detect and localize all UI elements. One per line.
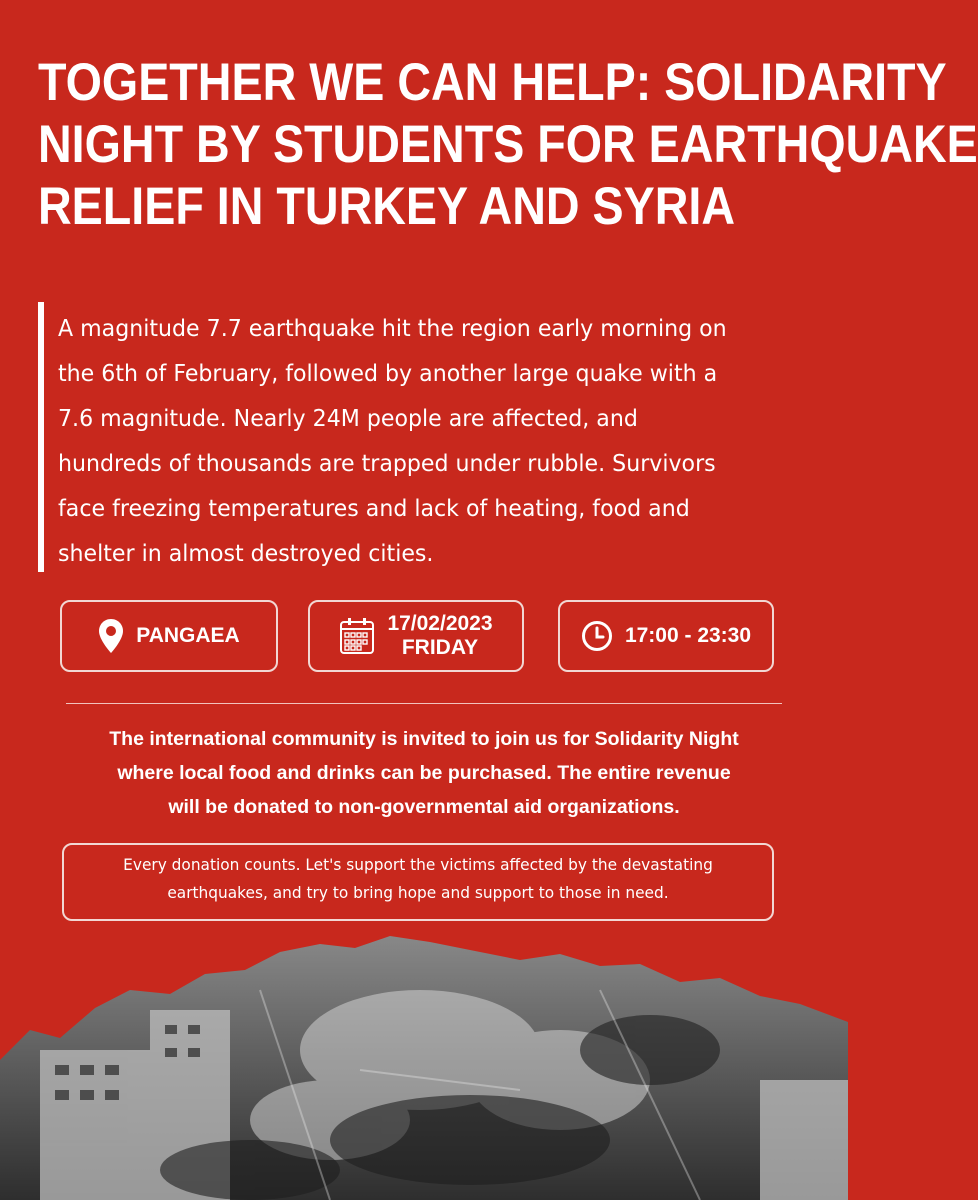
donation-line: Every donation counts. Let's support the victims affected by the devastating bbox=[123, 855, 713, 874]
map-pin-icon bbox=[98, 618, 124, 654]
intro-line: face freezing temperatures and lack of heating, food and bbox=[58, 494, 690, 522]
clock-icon bbox=[581, 620, 613, 652]
title-line: NIGHT BY STUDENTS FOR EARTHQUAKE bbox=[38, 115, 978, 174]
intro-line: A magnitude 7.7 earthquake hit the region early morning on bbox=[58, 314, 727, 342]
invite-line: The international community is invited to join us for Solidarity Night bbox=[109, 728, 739, 750]
intro-line: hundreds of thousands are trapped under rubble. Survivors bbox=[58, 449, 716, 477]
earthquake-photo bbox=[0, 930, 848, 1200]
donation-line: earthquakes, and try to bring hope and support to those in need. bbox=[167, 883, 669, 902]
location-label: PANGAEA bbox=[136, 624, 240, 647]
date-box bbox=[308, 600, 524, 672]
invite-line: will be donated to non-governmental aid organizations. bbox=[168, 796, 680, 818]
calendar-icon bbox=[339, 617, 375, 655]
invite-paragraph bbox=[40, 722, 808, 824]
page-title bbox=[38, 52, 978, 238]
title-line: RELIEF IN TURKEY AND SYRIA bbox=[38, 177, 736, 236]
invite-line: where local food and drinks can be purchased. The entire revenue bbox=[117, 762, 731, 784]
date-text bbox=[387, 612, 492, 660]
day-label: FRIDAY bbox=[401, 636, 479, 659]
intro-paragraph bbox=[58, 306, 791, 576]
quote-bar bbox=[38, 302, 44, 572]
location-box bbox=[60, 600, 278, 672]
title-line: TOGETHER WE CAN HELP: SOLIDARITY bbox=[38, 53, 947, 112]
intro-line: 7.6 magnitude. Nearly 24M people are affected, and bbox=[58, 404, 638, 432]
intro-line: the 6th of February, followed by another large quake with a bbox=[58, 359, 718, 387]
divider bbox=[66, 703, 782, 704]
time-box bbox=[558, 600, 774, 672]
donation-box bbox=[62, 843, 774, 921]
date-label: 17/02/2023 bbox=[387, 612, 493, 635]
intro-line: shelter in almost destroyed cities. bbox=[58, 539, 434, 567]
time-label: 17:00 - 23:30 bbox=[624, 624, 752, 647]
